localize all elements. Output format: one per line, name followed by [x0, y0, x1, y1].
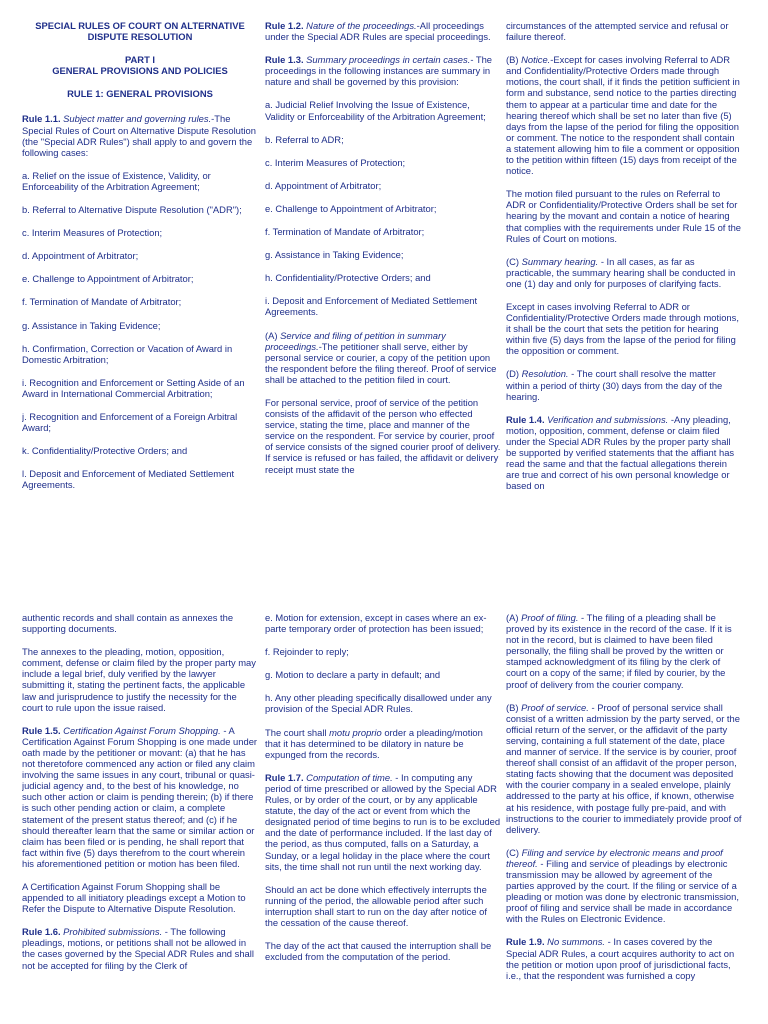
list-item: c. Interim Measures of Protection;	[265, 156, 406, 168]
list-item: e. Motion for extension, except in cases where an ex-parte temporary order of protection has been issued;	[265, 612, 487, 635]
section-b-paragraph	[506, 702, 742, 835]
section-title: Summary hearing.	[521, 255, 599, 267]
section-title: Proof of filing.	[521, 612, 579, 623]
rule-heading: RULE 1: GENERAL PROVISIONS	[67, 88, 213, 100]
rule-number: Rule 1.9.	[506, 936, 545, 948]
list-item: h. Any other pleading specifically disallowed under any provision of the Special ADR Rules.	[265, 692, 492, 715]
italic-term: motu proprio	[329, 726, 382, 738]
proprio-paragraph	[265, 727, 501, 760]
rule-1-3-paragraph	[265, 54, 501, 87]
rule-number: Rule 1.2.	[265, 20, 304, 31]
section-b-paragraph	[506, 54, 742, 176]
list-item: j. Recognition and Enforcement of a Foreign Arbitral Award;	[22, 410, 238, 434]
rule-1-7-paragraph	[265, 772, 501, 872]
section-label: (C)	[506, 846, 520, 858]
continued-paragraph: authentic records and shall contain as annexes the supporting documents.	[22, 612, 234, 635]
list-item: g. Assistance in Taking Evidence;	[265, 249, 404, 261]
rule-number: Rule 1.3.	[265, 54, 304, 66]
section-d-paragraph	[506, 368, 742, 401]
section-title: Resolution.	[521, 368, 569, 380]
rule-1-6-paragraph	[22, 926, 258, 970]
list-item: e. Challenge to Appointment of Arbitrator;	[22, 273, 194, 285]
rule-number: Rule 1.6.	[22, 926, 61, 938]
section-text: - The court shall resolve the matter within a period of thirty (30) days from the day of the hearing.	[506, 368, 723, 402]
rule-1-4-paragraph	[506, 414, 742, 492]
section-title: Service and filing of petition in summary proceedings.	[265, 329, 446, 352]
rule-text: - A Certification Against Forum Shopping is one made under oath made by the petitioner or movant: (a) that he has not theretofore commenced any action or filed any claim involving the same issues in any court, tribunal or quasi-judicial agency and, to the best of his knowledge, no such other action or claim is pending therein; (b) if there is such other pending action or claim, a complete statement of the present status thereof; and (c) if he should thereafter learn that the same or similar action or claim has been filed or is pending, he shall report that fact within five (5) days therefrom to the court wherein his aforementioned petition or motion has been filed.	[22, 724, 258, 869]
list-item: d. Appointment of Arbitrator;	[22, 250, 139, 262]
service-paragraph: For personal service, proof of service of the petition consists of the affidavit of the person who effected service, stating the time, place and manner of the service on the respondent. For service by courier, proof of service consists of the signed courier proof of delivery. If service is refused or has failed, the affidavit or delivery receipt must state the	[265, 396, 501, 475]
list-item: f. Termination of Mandate of Arbitrator;	[265, 226, 425, 238]
part-label: PART I	[124, 54, 156, 66]
rule-title: Prohibited submissions.	[63, 926, 163, 938]
part-title: GENERAL PROVISIONS AND POLICIES	[52, 65, 228, 77]
list-item: d. Appointment of Arbitrator;	[265, 179, 382, 191]
section-label: (B)	[506, 54, 519, 66]
page-1-column-3	[506, 20, 742, 503]
rule-title: No summons.	[547, 936, 606, 948]
section-a-paragraph	[265, 330, 501, 385]
rule-text: -Any pleading, motion, opposition, comment, defense or claim filed under the Special ADR Rules by the proper party shall be supported by verified statements that the affiant has read the same and that the factual allegations therein are true and correct of his own personal knowledge or based on	[506, 413, 735, 492]
rule-number: Rule 1.5.	[22, 724, 61, 736]
rule-1-1-paragraph	[22, 113, 258, 157]
page-2	[0, 612, 768, 1024]
rule-title: Summary proceedings in certain cases.	[306, 54, 471, 66]
rule-number: Rule 1.7.	[265, 771, 304, 783]
section-title: Proof of service.	[521, 701, 589, 713]
list-item: b. Referral to Alternative Dispute Resolution ("ADR");	[22, 204, 242, 216]
list-item: h. Confidentiality/Protective Orders; and	[265, 272, 431, 284]
list-item: f. Termination of Mandate of Arbitrator;	[22, 296, 182, 308]
rule-title: Verification and submissions.	[547, 413, 669, 425]
section-text: -Except for cases involving Referral to ADR and Confidentiality/Protective Orders made through motions, the court shall, if it finds the petition sufficient in form and substance, send notice to the parties directing them to appear at a particular time and date for the hearing thereof which shall be set no later than five (5) days from the lapse of the period for filing the opposition or comment. The notice to the respondent shall contain a statement allowing him to file a comment or opposition to the petition within fifteen (15) days from receipt of the notice.	[506, 54, 740, 177]
rule-text: -The Special Rules of Court on Alternative Dispute Resolution (the "Special ADR Rules") shall apply to and govern the following cases:	[22, 113, 256, 158]
list-item: a. Judicial Relief Involving the Issue of Existence, Validity or Enforceability of the Arbitration Agreement;	[265, 99, 486, 122]
section-text: -The petitioner shall serve, either by personal service or courier, a copy of the petition upon the respondent before the filing thereof. Proof of service shall be attached to the petition filed in court.	[265, 340, 497, 385]
section-c-paragraph	[506, 256, 742, 289]
list-item: b. Referral to ADR;	[265, 133, 344, 145]
rule-text: - In computing any period of time prescribed or allowed by the Special ADR Rules, or by order of the court, or by any applicable statute, the day of the act or event from which the designated period of time begins to run is to be excluded and the date of performance included. If the last day of the period, as thus computed, falls on a Saturday, a Sunday, or a legal holiday in the place where the court sits, the time shall not run until the next working day.	[265, 771, 501, 872]
document-title: SPECIAL RULES OF COURT ON ALTERNATIVE DISPUTE RESOLUTION	[35, 20, 245, 43]
list-item: k. Confidentiality/Protective Orders; and	[22, 445, 188, 457]
section-label: (C)	[506, 255, 520, 267]
page-2-column-2	[265, 612, 501, 1024]
rule-1-9-paragraph	[506, 936, 742, 980]
list-item: a. Relief on the issue of Existence, Validity, or Enforceability of the Arbitration Agreement;	[22, 169, 211, 192]
rule-number: Rule 1.4.	[506, 413, 545, 425]
section-text: - Filing and service of pleadings by electronic transmission may be allowed by agreement of the parties approved by the court. If the filing or service of a pleading or motion was done by electronic transmission, proof of filing and service shall be made in accordance with the Rules on Electronic Evidence.	[506, 857, 739, 925]
text-fragment: The court shall	[265, 726, 330, 738]
section-title: Notice.	[521, 54, 551, 66]
annex-paragraph: The annexes to the pleading, motion, opposition, comment, defense or claim filed by the proper party may include a legal brief, duly verified by the lawyer submitting it, stating the pertinent facts, the applicable law and jurisprudence to justify the necessity for the court to rule upon the issue raised.	[22, 646, 256, 713]
rule-title: Nature of the proceedings.	[306, 20, 417, 31]
rule-title: Subject matter and governing rules.	[63, 113, 212, 125]
page-2-column-3	[506, 612, 742, 1024]
section-label: (B)	[506, 701, 519, 713]
rule-text: -All proceedings under the Special ADR Rules are special proceedings.	[265, 20, 491, 43]
rule-1-2-paragraph	[265, 20, 501, 42]
section-c-paragraph	[506, 847, 742, 925]
section-text: - The filing of a pleading shall be proved by its existence in the record of the case. If it is not in the record, but is claimed to have been filed personally, the filing shall be proved by the written or stamped acknowledgment of its filing by the clerk of court on a copy of the same; if filed by courier, by the proof of delivery from the courier company.	[506, 612, 732, 690]
motion-paragraph: The motion filed pursuant to the rules on Referral to ADR or Confidentiality/Protective Orders shall be set for hearing by the movant and contain a notice of hearing that complies with the requirements under Rule 15 of the Rules of Court on motions.	[506, 188, 742, 244]
except-paragraph: Except in cases involving Referral to ADR or Confidentiality/Protective Orders made through motions, it shall be the court that sets the petition for hearing within five (5) days from the lapse of the period for filing the opposition or comment.	[506, 300, 739, 357]
section-title: Filing and service by electronic means and proof thereof.	[506, 846, 723, 869]
list-item: l. Deposit and Enforcement of Mediated Settlement Agreements.	[22, 468, 235, 491]
rule-title: Computation of time.	[306, 771, 393, 783]
page-2-column-1	[22, 612, 258, 1024]
list-item: h. Confirmation, Correction or Vacation of Award in Domestic Arbitration;	[22, 342, 233, 365]
rule-number: Rule 1.1.	[22, 113, 61, 125]
page-1-column-2	[265, 20, 501, 487]
section-label: (D)	[506, 368, 520, 380]
section-label: (A)	[265, 329, 278, 341]
rule-text: - The proceedings in the following instances are summary in nature and shall be governed by this provision:	[265, 54, 493, 88]
list-item: i. Recognition and Enforcement or Setting Aside of an Award in International Commercial Arbitration;	[22, 376, 245, 399]
page-1	[0, 20, 768, 572]
interrupt-paragraph: Should an act be done which effectively interrupts the running of the period, the allowable period after such interruption shall start to run on the day after notice of the cessation of the cause thereof.	[265, 883, 488, 928]
section-label: (A)	[506, 612, 519, 623]
section-text: - Proof of personal service shall consist of a written admission by the party served, or the official return of the server, or the affidavit of the party serving, containing a full statement of the date, place and manner of service. If the service is by courier, proof thereof shall consist of an affidavit of the proper person, stating facts showing that the document was deposited with the courier company in a sealed envelope, plainly addressed to the party at his office, if known, otherwise at his residence, with postage fully pre-paid, and with instructions to the courier to immediately provide proof of delivery.	[506, 701, 742, 835]
list-item: f. Rejoinder to reply;	[265, 646, 349, 658]
text-fragment: order a pleading/motion that it has determined to be dilatory in nature be expunged from the records.	[265, 726, 483, 760]
page-1-column-1	[22, 20, 258, 502]
section-text: - In all cases, as far as practicable, the summary hearing shall be conducted in one (1) day and only for purposes of clarifying facts.	[506, 255, 736, 289]
section-a-paragraph	[506, 612, 742, 690]
day-paragraph: The day of the act that caused the interruption shall be excluded from the computation of the period.	[265, 940, 492, 963]
certification-paragraph: A Certification Against Forum Shopping shall be appended to all initiatory pleadings except a Motion to Refer the Dispute to Alternative Dispute Resolution.	[22, 880, 246, 915]
rule-text: - In cases covered by the Special ADR Rules, a court acquires authority to act on the petition or motion upon proof of jurisdictional facts, i.e., that the respondent was furnished a copy	[506, 936, 735, 981]
list-item: e. Challenge to Appointment of Arbitrator;	[265, 202, 437, 214]
list-item: i. Deposit and Enforcement of Mediated Settlement Agreements.	[265, 295, 478, 318]
list-item: g. Motion to declare a party in default; and	[265, 669, 441, 681]
list-item: c. Interim Measures of Protection;	[22, 227, 163, 239]
list-item: g. Assistance in Taking Evidence;	[22, 319, 161, 331]
rule-1-5-paragraph	[22, 725, 258, 869]
rule-title: Certification Against Forum Shopping.	[63, 724, 221, 736]
continued-paragraph: circumstances of the attempted service and refusal or failure thereof.	[506, 20, 729, 43]
rule-text: - The following pleadings, motions, or petitions shall not be allowed in the cases governed by the Special ADR Rules and shall not be accepted for filing by the Clerk of	[22, 926, 254, 971]
